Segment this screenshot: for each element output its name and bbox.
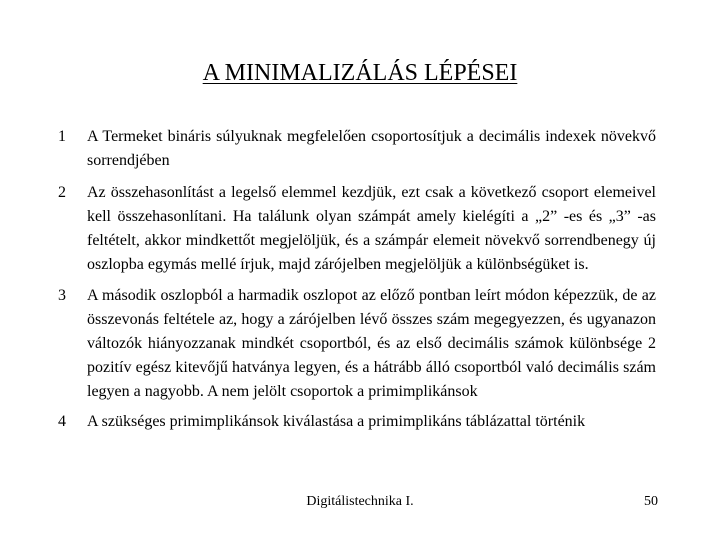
list-item: [58, 410, 656, 434]
step-text: A Termeket bináris súlyuknak megfelelően csoportosítjuk a decimális indexek növekvő sorrendjében: [87, 128, 656, 169]
page-number: 50: [644, 494, 658, 509]
step-list: [58, 125, 656, 434]
step-text: A második oszlopból a harmadik oszlopot az előző pontban leírt módon képezzük, de az összevonás feltétele az, hogy a zárójelben lévő összes szám megegyezzen, és ugyanazon változók hiányozzanak mindkét csoportból, és az első decimális számok különbsége 2 pozitív egész kitevőjű hatványa legyen, és a hátrább álló csoportból való decimális szám legyen a nagyobb. A nem jelölt csoportok a primimplikánsok: [87, 287, 656, 400]
list-item: [58, 125, 656, 173]
slide-title: A MINIMALIZÁLÁS LÉPÉSEI: [202, 60, 518, 86]
list-item: [58, 181, 656, 277]
list-item: [58, 284, 656, 404]
step-number: 4: [58, 413, 66, 430]
step-text: A szükséges primimplikánsok kiválastása a primimplikáns táblázattal történik: [87, 413, 586, 430]
footer-course-title: Digitálistechnika I.: [306, 494, 414, 509]
step-number: 2: [58, 184, 66, 201]
step-number: 1: [58, 128, 66, 145]
step-text: Az összehasonlítást a legelső elemmel kezdjük, ezt csak a következő csoport elemeivel kell összehasonlítani. Ha találunk olyan számpát amely kielégíti a „2” -es és „3” -as feltételt, akkor mindkettőt megjelöljük, és a számpár elemeit növekvő sorrendbenegy új oszlopba egymás mellé írjuk, majd zárójelben megjelöljük a különbségüket is.: [87, 184, 656, 273]
step-number: 3: [58, 287, 66, 304]
